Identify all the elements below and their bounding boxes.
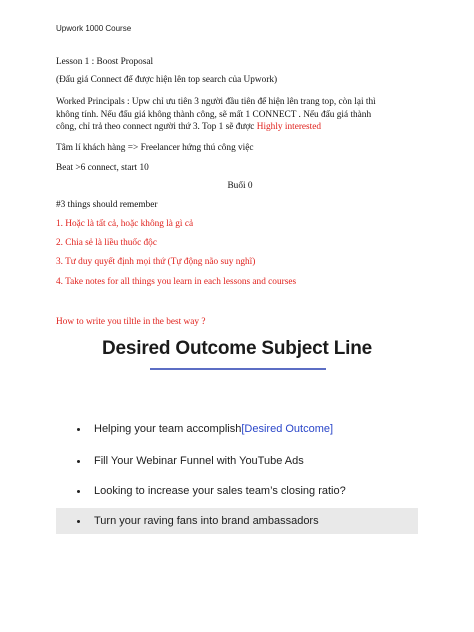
slide-title: Desired Outcome Subject Line <box>102 338 372 359</box>
slide-title-underline <box>150 368 326 370</box>
slide-bullet-1-accent: [Desired Outcome] <box>241 423 334 435</box>
slide-bullet-4-text: Turn your raving fans into brand ambassadors <box>94 515 319 527</box>
slide-bullet-2-text: Fill Your Webinar Funnel with YouTube Ads <box>94 455 304 467</box>
worked-principals <box>56 96 424 134</box>
bullet-dot-icon <box>77 460 80 463</box>
slide-bullet-3-text: Looking to increase your sales team’s closing ratio? <box>94 485 346 497</box>
slide-bullet-4 <box>56 508 418 534</box>
slide-bullet-1-text: Helping your team accomplish <box>94 423 242 435</box>
principles-line-3-text: công, chỉ trả theo connect người thứ 3. Top 1 sẽ được <box>56 122 257 132</box>
principles-line-3 <box>56 121 424 134</box>
embedded-slide <box>56 330 418 536</box>
remember-item-3: 3. Tư duy quyết định mọi thứ (Tự động não suy nghĩ) <box>56 257 256 267</box>
principles-line-2: không tính. Nếu đấu giá không thành công, sẽ mất 1 CONNECT . Nếu đấu giá thành <box>56 109 372 120</box>
lesson-title: Lesson 1 : Boost Proposal <box>56 57 154 67</box>
page-header: Upwork 1000 Course <box>56 24 132 33</box>
remember-item-4: 4. Take notes for all things you learn in each lessons and courses <box>56 277 297 287</box>
highly-interested-text: Highly interested <box>256 122 322 132</box>
bullet-dot-icon <box>77 490 80 493</box>
bid-note: (Đấu giá Connect để được hiện lên top search của Upwork) <box>56 75 278 85</box>
remember-title: #3 things should remember <box>56 200 158 210</box>
beat-connect: Beat >6 connect, start 10 <box>56 163 149 173</box>
session-heading: Buổi 0 <box>227 181 253 191</box>
customer-mindset: Tâm lí khách hàng => Freelancer hứng thú công việc <box>56 143 254 153</box>
slide-bullet-3 <box>56 478 418 504</box>
title-question: How to write you tiltle in the best way ? <box>56 317 206 327</box>
bullet-dot-icon <box>77 520 80 523</box>
principles-line-1: Worked Principals : Upw chỉ ưu tiên 3 người đầu tiên để hiện lên trang top, còn lại thì <box>56 97 376 107</box>
remember-item-1: 1. Hoặc là tất cả, hoặc không là gì cả <box>56 219 194 229</box>
remember-item-2: 2. Chia sẻ là liều thuốc độc <box>56 238 157 248</box>
slide-bullet-2 <box>56 448 418 474</box>
bullet-dot-icon <box>77 428 80 431</box>
slide-bullet-1 <box>56 416 418 442</box>
